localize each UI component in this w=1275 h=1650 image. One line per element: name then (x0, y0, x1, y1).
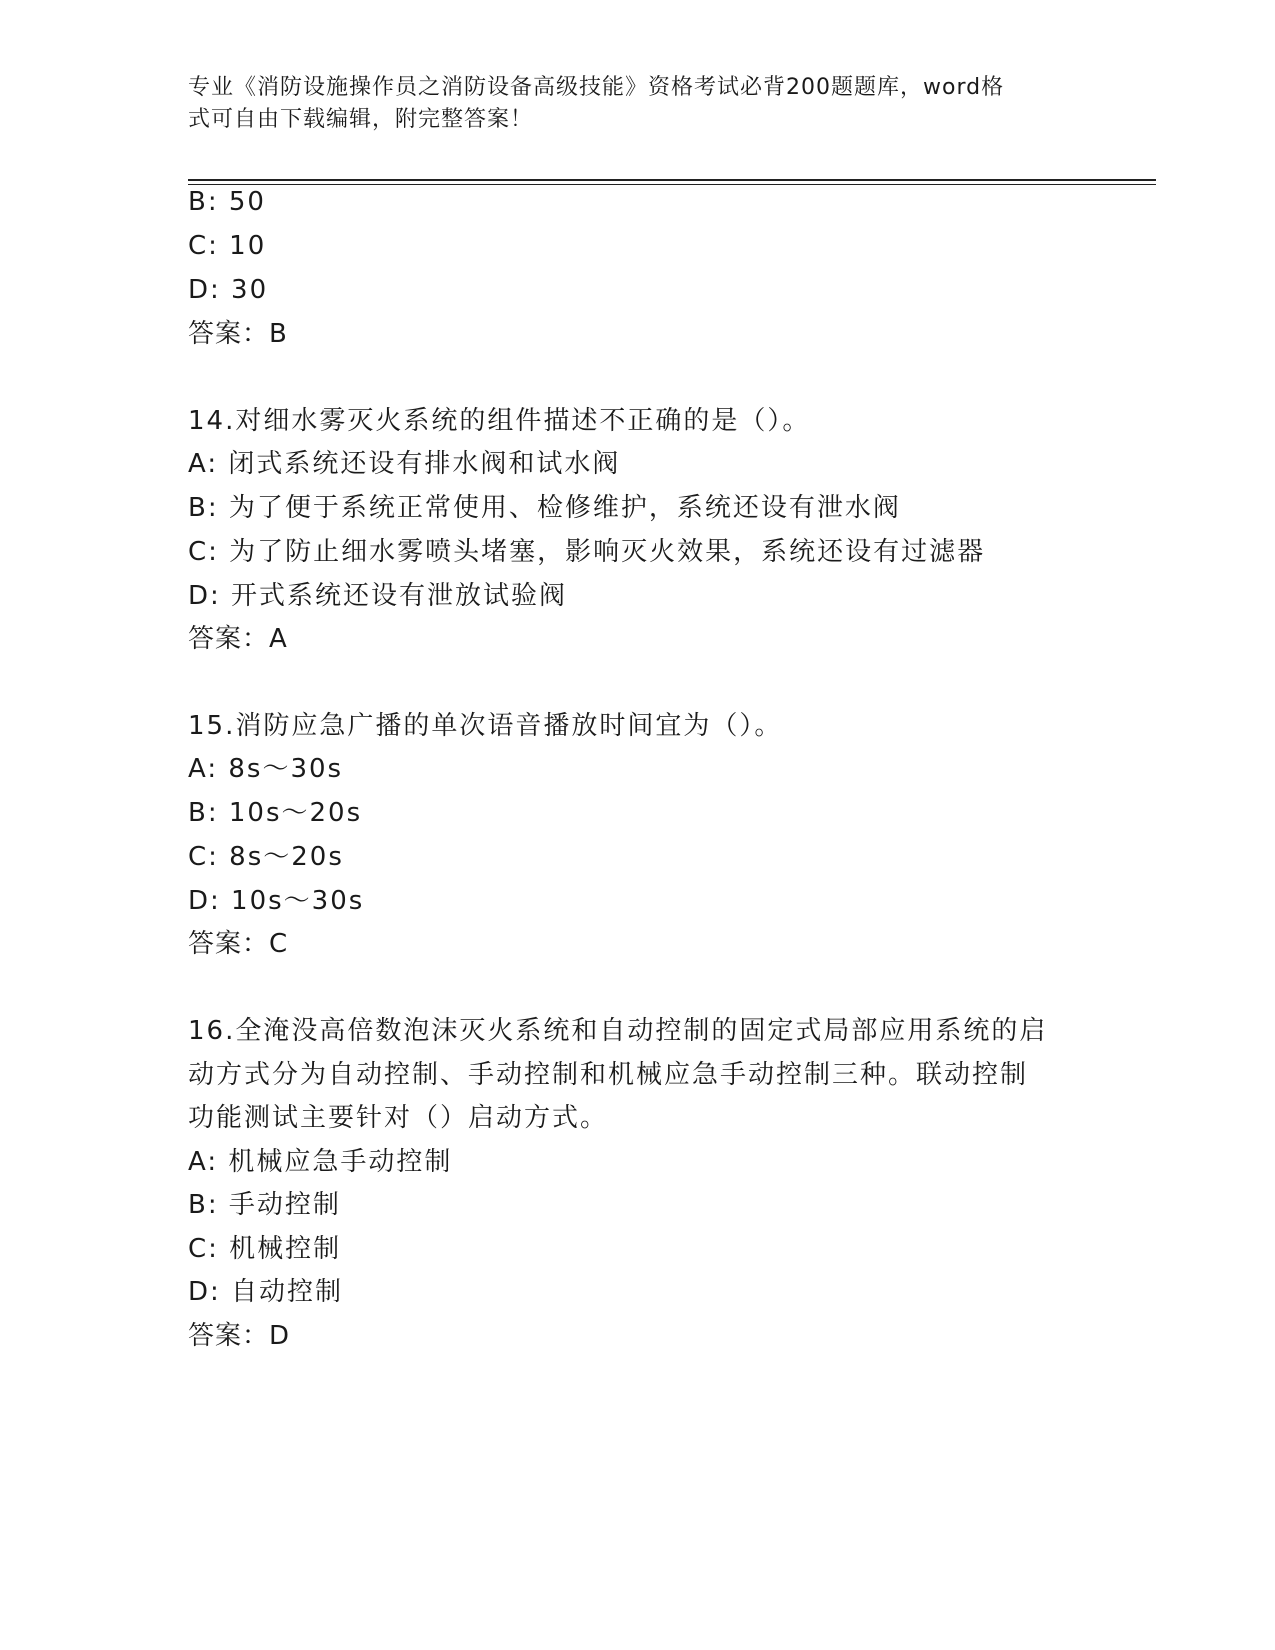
q15-answer: 答案：C (188, 929, 289, 959)
q15-option-d: D: 10s～30s (188, 886, 365, 916)
header-line-1: 专业《消防设施操作员之消防设备高级技能》资格考试必背200题题库，word格 (188, 75, 1005, 100)
q14-option-b: B: 为了便于系统正常使用、检修维护，系统还设有泄水阀 (188, 493, 901, 523)
q14-option-c: C: 为了防止细水雾喷头堵塞，影响灭火效果，系统还设有过滤器 (188, 537, 986, 567)
q15-option-c: C: 8s～20s (188, 842, 344, 872)
document-header (188, 72, 1068, 136)
q15-option-b: B: 10s～20s (188, 798, 363, 828)
header-divider-thick (188, 179, 1156, 181)
q16-option-d: D: 自动控制 (188, 1277, 344, 1307)
q16-answer: 答案：D (188, 1321, 291, 1351)
prev-option-c: C: 10 (188, 231, 267, 261)
q16-stem-line-3: 功能测试主要针对（）启动方式。 (188, 1103, 609, 1133)
header-divider-thin (188, 184, 1156, 185)
prev-option-d: D: 30 (188, 275, 269, 305)
q16-option-b: B: 手动控制 (188, 1190, 341, 1220)
q16-option-a: A: 机械应急手动控制 (188, 1147, 453, 1177)
q14-answer: 答案：A (188, 624, 288, 654)
header-line-2: 式可自由下载编辑，附完整答案！ (188, 107, 534, 132)
q16-stem-line-2: 动方式分为自动控制、手动控制和机械应急手动控制三种。联动控制 (188, 1060, 1029, 1090)
q15-stem: 15.消防应急广播的单次语音播放时间宜为（）。 (188, 711, 783, 741)
prev-answer: 答案：B (188, 319, 288, 349)
q14-option-d: D: 开式系统还设有泄放试验阀 (188, 581, 568, 611)
q15-option-a: A: 8s～30s (188, 754, 344, 784)
q16-stem-line-1: 16.全淹没高倍数泡沫灭火系统和自动控制的固定式局部应用系统的启 (188, 1016, 1048, 1046)
prev-option-b: B: 50 (188, 187, 266, 217)
q14-stem: 14.对细水雾灭火系统的组件描述不正确的是（）。 (188, 406, 811, 436)
q14-option-a: A: 闭式系统还设有排水阀和试水阀 (188, 449, 621, 479)
q16-option-c: C: 机械控制 (188, 1234, 342, 1264)
